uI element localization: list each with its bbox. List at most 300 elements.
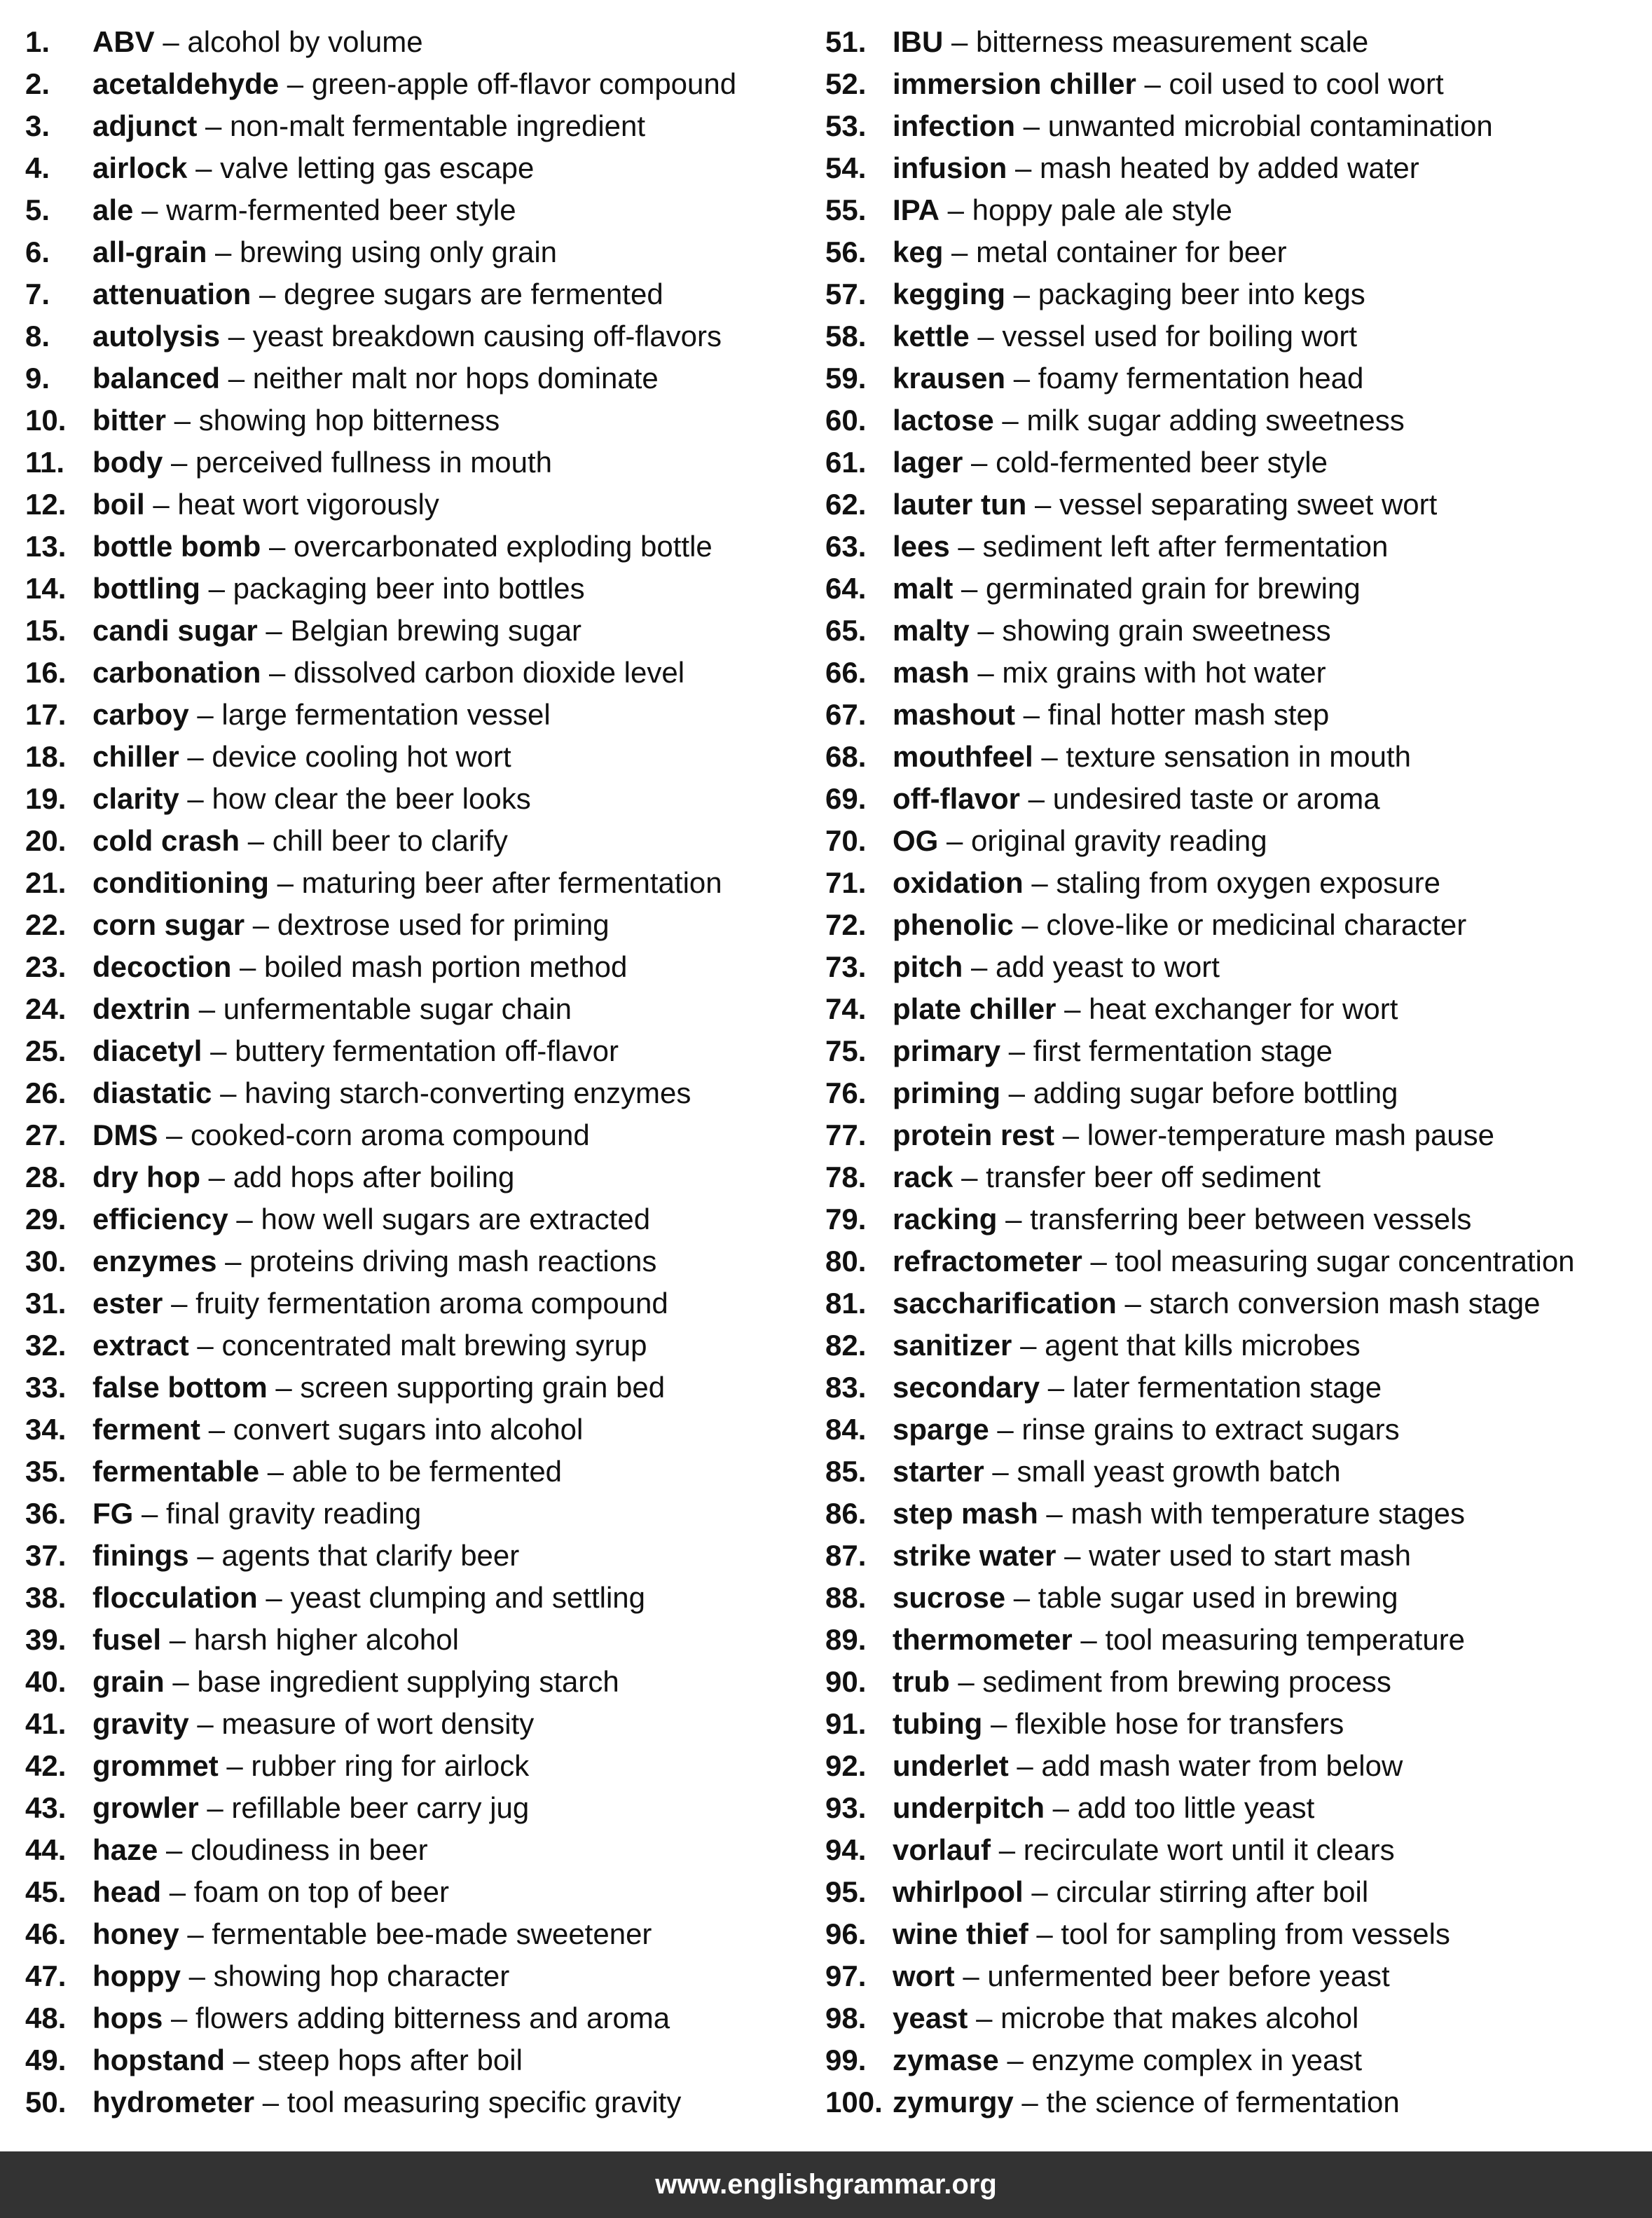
entry-number: 99. (825, 2044, 867, 2076)
entry-definition: – cold-fermented beer style (963, 446, 1328, 479)
glossary-entry (25, 484, 824, 526)
entry-number: 86. (825, 1497, 867, 1530)
glossary-entry (25, 1282, 824, 1324)
entry-term: haze (92, 1833, 158, 1866)
glossary-entry (25, 1619, 824, 1661)
entry-number: 27. (25, 1118, 67, 1151)
glossary-entry (25, 1367, 824, 1409)
entry-term: FG (92, 1497, 134, 1530)
glossary-entry (25, 2039, 824, 2081)
entry-term: plate chiller (893, 992, 1056, 1025)
entry-definition: – transfer beer off sediment (953, 1161, 1321, 1193)
entry-definition: – valve letting gas escape (187, 151, 535, 184)
entry-definition: – brewing using only grain (207, 235, 558, 268)
entry-term: whirlpool (893, 1875, 1024, 1908)
glossary-entry (25, 778, 824, 820)
glossary-entry (825, 988, 1645, 1030)
entry-term: lauter tun (893, 488, 1027, 521)
entry-number: 88. (825, 1581, 867, 1614)
entry-number: 4. (25, 151, 50, 184)
glossary-entry (25, 1997, 824, 2039)
entry-term: ale (92, 193, 134, 226)
entry-definition: – screen supporting grain bed (267, 1371, 666, 1404)
entry-term: hydrometer (92, 2086, 255, 2118)
entry-number: 60. (825, 404, 867, 437)
entry-definition: – texture sensation in mouth (1033, 740, 1411, 773)
entry-term: flocculation (92, 1581, 258, 1614)
glossary-entry (825, 1072, 1645, 1114)
entry-term: priming (893, 1076, 1000, 1109)
entry-number: 34. (25, 1413, 67, 1446)
entry-definition: – fermentable bee-made sweetener (179, 1917, 652, 1950)
glossary-entry (825, 1493, 1645, 1535)
glossary-entry (825, 1198, 1645, 1240)
entry-definition: – unwanted microbial contamination (1015, 109, 1493, 142)
entry-number: 62. (825, 488, 867, 521)
entry-definition: – green-apple off-flavor compound (279, 67, 737, 100)
glossary-entry (825, 21, 1645, 63)
entry-definition: – cloudiness in beer (158, 1833, 428, 1866)
entry-definition: – dextrose used for priming (245, 908, 610, 941)
entry-term: candi sugar (92, 614, 258, 647)
entry-number: 90. (825, 1665, 867, 1698)
entry-definition: – packaging beer into kegs (1005, 278, 1365, 310)
entry-definition: – enzyme complex in yeast (998, 2044, 1363, 2076)
glossary-entry (25, 105, 824, 147)
entry-number: 17. (25, 698, 67, 731)
entry-term: corn sugar (92, 908, 245, 941)
glossary-entry (825, 273, 1645, 315)
entry-term: cold crash (92, 824, 240, 857)
entry-number: 24. (25, 992, 67, 1025)
entry-term: hopstand (92, 2044, 225, 2076)
entry-term: DMS (92, 1118, 158, 1151)
entry-definition: – heat exchanger for wort (1056, 992, 1398, 1025)
entry-number: 6. (25, 235, 50, 268)
entry-number: 49. (25, 2044, 67, 2076)
entry-term: malty (893, 614, 970, 647)
glossary-entry (25, 1451, 824, 1493)
entry-definition: – agents that clarify beer (188, 1539, 520, 1572)
entry-definition: – flowers adding bitterness and aroma (163, 2001, 670, 2034)
entry-term: balanced (92, 362, 221, 395)
entry-term: chiller (92, 740, 179, 773)
entry-definition: – non-malt fermentable ingredient (197, 109, 646, 142)
entry-term: lactose (893, 404, 994, 437)
entry-definition: – neither malt nor hops dominate (220, 362, 659, 395)
entry-term: carboy (92, 698, 189, 731)
entry-definition: – unfermented beer before yeast (954, 1959, 1390, 1992)
entry-term: infection (893, 109, 1015, 142)
entry-number: 85. (825, 1455, 867, 1488)
entry-definition: – yeast breakdown causing off-flavors (220, 320, 722, 352)
entry-number: 25. (25, 1034, 67, 1067)
entry-number: 41. (25, 1707, 67, 1740)
entry-number: 78. (825, 1161, 867, 1193)
entry-number: 28. (25, 1161, 67, 1193)
entry-number: 57. (825, 278, 867, 310)
glossary-entry (25, 946, 824, 988)
entry-definition: – harsh higher alcohol (161, 1623, 459, 1656)
footer-bar (0, 2151, 1652, 2218)
glossary-entry (825, 1871, 1645, 1913)
glossary-entry (825, 484, 1645, 526)
entry-definition: – staling from oxygen exposure (1023, 866, 1440, 899)
entry-term: vorlauf (893, 1833, 991, 1866)
entry-term: IBU (893, 25, 944, 58)
entry-term: carbonation (92, 656, 261, 689)
entry-term: phenolic (893, 908, 1014, 941)
entry-term: off-flavor (893, 782, 1020, 815)
entry-number: 29. (25, 1203, 67, 1235)
glossary-entry (25, 63, 824, 105)
glossary-entry (825, 1367, 1645, 1409)
glossary-entry (825, 1409, 1645, 1451)
entry-number: 84. (825, 1413, 867, 1446)
entry-number: 11. (25, 446, 65, 479)
entry-number: 1. (25, 25, 50, 58)
entry-number: 53. (825, 109, 867, 142)
entry-term: trub (893, 1665, 950, 1698)
entry-number: 97. (825, 1959, 867, 1992)
entry-definition: – warm-fermented beer style (133, 193, 516, 226)
entry-number: 22. (25, 908, 67, 941)
entry-term: grain (92, 1665, 165, 1698)
entry-number: 48. (25, 2001, 67, 2034)
entry-definition: – circular stirring after boil (1023, 1875, 1369, 1908)
entry-term: decoction (92, 950, 232, 983)
entry-number: 43. (25, 1791, 67, 1824)
entry-number: 56. (825, 235, 867, 268)
entry-term: lager (893, 446, 963, 479)
glossary-entry (25, 694, 824, 736)
entry-definition: – measure of wort density (188, 1707, 535, 1740)
entry-term: rack (893, 1161, 954, 1193)
entry-number: 32. (25, 1329, 67, 1362)
entry-number: 93. (825, 1791, 867, 1824)
entry-term: dry hop (92, 1161, 200, 1193)
entry-term: bottling (92, 572, 200, 605)
entry-number: 51. (825, 25, 867, 58)
glossary-entry (25, 1535, 824, 1577)
entry-definition: – mix grains with hot water (969, 656, 1326, 689)
entry-term: starter (893, 1455, 984, 1488)
entry-term: dextrin (92, 992, 191, 1025)
entry-term: ester (92, 1287, 163, 1320)
entry-definition: – boiled mash portion method (231, 950, 628, 983)
entry-number: 19. (25, 782, 67, 815)
glossary-entry (25, 568, 824, 610)
entry-definition: – add yeast to wort (963, 950, 1220, 983)
glossary-entry (25, 1409, 824, 1451)
entry-term: adjunct (92, 109, 198, 142)
entry-definition: – mash with temperature stages (1038, 1497, 1466, 1530)
entry-term: lees (893, 530, 950, 563)
entry-definition: – coil used to cool wort (1136, 67, 1444, 100)
entry-term: infusion (893, 151, 1007, 184)
entry-term: grommet (92, 1749, 219, 1782)
entry-number: 98. (825, 2001, 867, 2034)
entry-number: 44. (25, 1833, 67, 1866)
glossary-entry (825, 1240, 1645, 1282)
glossary-entry (825, 526, 1645, 568)
entry-definition: – convert sugars into alcohol (200, 1413, 584, 1446)
entry-definition: – large fermentation vessel (188, 698, 551, 731)
entry-term: underpitch (893, 1791, 1045, 1824)
glossary-entry (25, 315, 824, 357)
glossary-entry (825, 2081, 1645, 2123)
entry-term: honey (92, 1917, 179, 1950)
glossary-entry (825, 1451, 1645, 1493)
entry-number: 14. (25, 572, 67, 605)
entry-number: 8. (25, 320, 50, 352)
entry-definition: – sediment from brewing process (949, 1665, 1391, 1698)
entry-definition: – original gravity reading (938, 824, 1267, 857)
entry-definition: – foamy fermentation head (1005, 362, 1364, 395)
glossary-entry (825, 904, 1645, 946)
entry-definition: – buttery fermentation off-flavor (202, 1034, 619, 1067)
entry-number: 54. (825, 151, 867, 184)
glossary-entry (25, 862, 824, 904)
entry-definition: – tool measuring specific gravity (254, 2086, 682, 2118)
entry-definition: – unfermentable sugar chain (191, 992, 572, 1025)
entry-term: false bottom (92, 1371, 268, 1404)
glossary-entry (25, 273, 824, 315)
glossary-entry (25, 610, 824, 652)
glossary-entry (825, 1030, 1645, 1072)
glossary-entry (825, 231, 1645, 273)
entry-definition: – hoppy pale ale style (939, 193, 1232, 226)
entry-term: sparge (893, 1413, 989, 1446)
glossary-entry (825, 1619, 1645, 1661)
entry-number: 37. (25, 1539, 67, 1572)
entry-term: bottle bomb (92, 530, 261, 563)
glossary-entry (825, 610, 1645, 652)
entry-definition: – alcohol by volume (154, 25, 423, 58)
glossary-entry (825, 1787, 1645, 1829)
entry-term: ABV (92, 25, 155, 58)
glossary-entry (25, 357, 824, 399)
entry-term: thermometer (893, 1623, 1073, 1656)
entry-term: underlet (893, 1749, 1009, 1782)
entry-term: body (92, 446, 163, 479)
entry-number: 26. (25, 1076, 67, 1109)
entry-number: 75. (825, 1034, 867, 1067)
glossary-entry (825, 441, 1645, 484)
entry-number: 63. (825, 530, 867, 563)
glossary-entry (25, 1913, 824, 1955)
glossary-entry (825, 820, 1645, 862)
entry-term: pitch (893, 950, 963, 983)
entry-definition: – how clear the beer looks (179, 782, 531, 815)
entry-definition: – rubber ring for airlock (218, 1749, 530, 1782)
entry-number: 21. (25, 866, 67, 899)
glossary-entry (825, 1997, 1645, 2039)
glossary-entry (25, 904, 824, 946)
entry-definition: – dissolved carbon dioxide level (261, 656, 685, 689)
glossary-entry (25, 1577, 824, 1619)
entry-definition: – showing grain sweetness (969, 614, 1331, 647)
entry-number: 87. (825, 1539, 867, 1572)
entry-term: zymase (893, 2044, 999, 2076)
glossary-entry (825, 778, 1645, 820)
glossary-entry (825, 736, 1645, 778)
glossary-entry (825, 2039, 1645, 2081)
glossary-entry (25, 189, 824, 231)
entry-term: secondary (893, 1371, 1040, 1404)
entry-definition: – how well sugars are extracted (228, 1203, 651, 1235)
footer-url[interactable]: www.englishgrammar.org (655, 2169, 997, 2200)
entry-definition: – final hotter mash step (1015, 698, 1330, 731)
entry-number: 58. (825, 320, 867, 352)
entry-definition: – chill beer to clarify (240, 824, 508, 857)
entry-term: racking (893, 1203, 998, 1235)
entry-term: wine thief (893, 1917, 1028, 1950)
glossary-entry (25, 399, 824, 441)
entry-definition: – degree sugars are fermented (251, 278, 663, 310)
glossary-entry (825, 862, 1645, 904)
glossary-entry (25, 1787, 824, 1829)
entry-term: gravity (92, 1707, 189, 1740)
entry-number: 96. (825, 1917, 867, 1950)
glossary-entry (25, 1198, 824, 1240)
entry-definition: – add too little yeast (1045, 1791, 1315, 1824)
entry-definition: – undesired taste or aroma (1020, 782, 1380, 815)
entry-term: enzymes (92, 1245, 217, 1278)
entry-term: keg (893, 235, 944, 268)
entry-term: fusel (92, 1623, 162, 1656)
entry-term: wort (893, 1959, 955, 1992)
glossary-entry (25, 1661, 824, 1703)
glossary-entry (825, 189, 1645, 231)
entry-definition: – yeast clumping and settling (257, 1581, 646, 1614)
entry-number: 47. (25, 1959, 67, 1992)
entry-term: krausen (893, 362, 1006, 395)
entry-term: diastatic (92, 1076, 212, 1109)
entry-number: 64. (825, 572, 867, 605)
entry-definition: – add mash water from below (1008, 1749, 1403, 1782)
entry-definition: – steep hops after boil (224, 2044, 523, 2076)
entry-definition: – showing hop character (180, 1959, 510, 1992)
entry-term: clarity (92, 782, 179, 815)
entry-term: head (92, 1875, 162, 1908)
glossary-entry (825, 1703, 1645, 1745)
entry-term: growler (92, 1791, 199, 1824)
glossary-entry (825, 63, 1645, 105)
entry-definition: – having starch-converting enzymes (212, 1076, 691, 1109)
entry-definition: – microbe that makes alcohol (968, 2001, 1359, 2034)
entry-term: bitter (92, 404, 166, 437)
entry-term: diacetyl (92, 1034, 202, 1067)
entry-term: OG (893, 824, 939, 857)
entry-term: strike water (893, 1539, 1056, 1572)
entry-number: 92. (825, 1749, 867, 1782)
glossary-entry (25, 820, 824, 862)
entry-term: refractometer (893, 1245, 1082, 1278)
glossary-entry (825, 357, 1645, 399)
glossary-entry (825, 1913, 1645, 1955)
entry-number: 65. (825, 614, 867, 647)
entry-definition: – packaging beer into bottles (200, 572, 585, 605)
entry-term: kegging (893, 278, 1006, 310)
entry-number: 2. (25, 67, 50, 100)
glossary-entry (825, 1955, 1645, 1997)
entry-number: 81. (825, 1287, 867, 1320)
glossary-entry (825, 315, 1645, 357)
entry-number: 12. (25, 488, 67, 521)
entry-term: tubing (893, 1707, 983, 1740)
glossary-entry (25, 1829, 824, 1871)
entry-number: 50. (25, 2086, 67, 2118)
entry-definition: – maturing beer after fermentation (268, 866, 722, 899)
entry-definition: – Belgian brewing sugar (257, 614, 582, 647)
glossary-entry (25, 988, 824, 1030)
entry-number: 30. (25, 1245, 67, 1278)
glossary-entry (25, 526, 824, 568)
entry-term: step mash (893, 1497, 1038, 1530)
entry-definition: – concentrated malt brewing syrup (188, 1329, 647, 1362)
entry-number: 10. (25, 404, 67, 437)
entry-number: 83. (825, 1371, 867, 1404)
entry-definition: – flexible hose for transfers (982, 1707, 1344, 1740)
glossary-entry (825, 652, 1645, 694)
entry-definition: – first fermentation stage (1000, 1034, 1333, 1067)
entry-definition: – tool measuring temperature (1072, 1623, 1466, 1656)
glossary-list (0, 21, 1652, 2130)
entry-number: 55. (825, 193, 867, 226)
entry-term: malt (893, 572, 954, 605)
glossary-entry (25, 1955, 824, 1997)
entry-definition: – final gravity reading (133, 1497, 422, 1530)
entry-number: 16. (25, 656, 67, 689)
entry-term: attenuation (92, 278, 252, 310)
entry-definition: – proteins driving mash reactions (216, 1245, 657, 1278)
entry-definition: – recirculate wort until it clears (991, 1833, 1395, 1866)
entry-definition: – add hops after boiling (200, 1161, 515, 1193)
entry-number: 80. (825, 1245, 867, 1278)
entry-number: 40. (25, 1665, 67, 1698)
entry-term: kettle (893, 320, 970, 352)
entry-term: conditioning (92, 866, 269, 899)
entry-term: mash (893, 656, 970, 689)
entry-number: 69. (825, 782, 867, 815)
entry-term: airlock (92, 151, 188, 184)
entry-definition: – bitterness measurement scale (943, 25, 1369, 58)
entry-term: oxidation (893, 866, 1024, 899)
entry-number: 45. (25, 1875, 67, 1908)
glossary-entry (25, 2081, 824, 2123)
entry-number: 23. (25, 950, 67, 983)
entry-term: acetaldehyde (92, 67, 280, 100)
glossary-entry (25, 1745, 824, 1787)
entry-term: primary (893, 1034, 1001, 1067)
entry-number: 36. (25, 1497, 67, 1530)
entry-definition: – table sugar used in brewing (1005, 1581, 1398, 1614)
entry-number: 77. (825, 1118, 867, 1151)
entry-definition: – foam on top of beer (161, 1875, 449, 1908)
glossary-entry (825, 568, 1645, 610)
entry-number: 38. (25, 1581, 67, 1614)
entry-number: 82. (825, 1329, 867, 1362)
glossary-entry (25, 1240, 824, 1282)
glossary-entry (25, 21, 824, 63)
glossary-entry (25, 736, 824, 778)
entry-term: autolysis (92, 320, 221, 352)
entry-number: 7. (25, 278, 50, 310)
glossary-entry (825, 1535, 1645, 1577)
entry-term: hoppy (92, 1959, 181, 1992)
entry-number: 79. (825, 1203, 867, 1235)
